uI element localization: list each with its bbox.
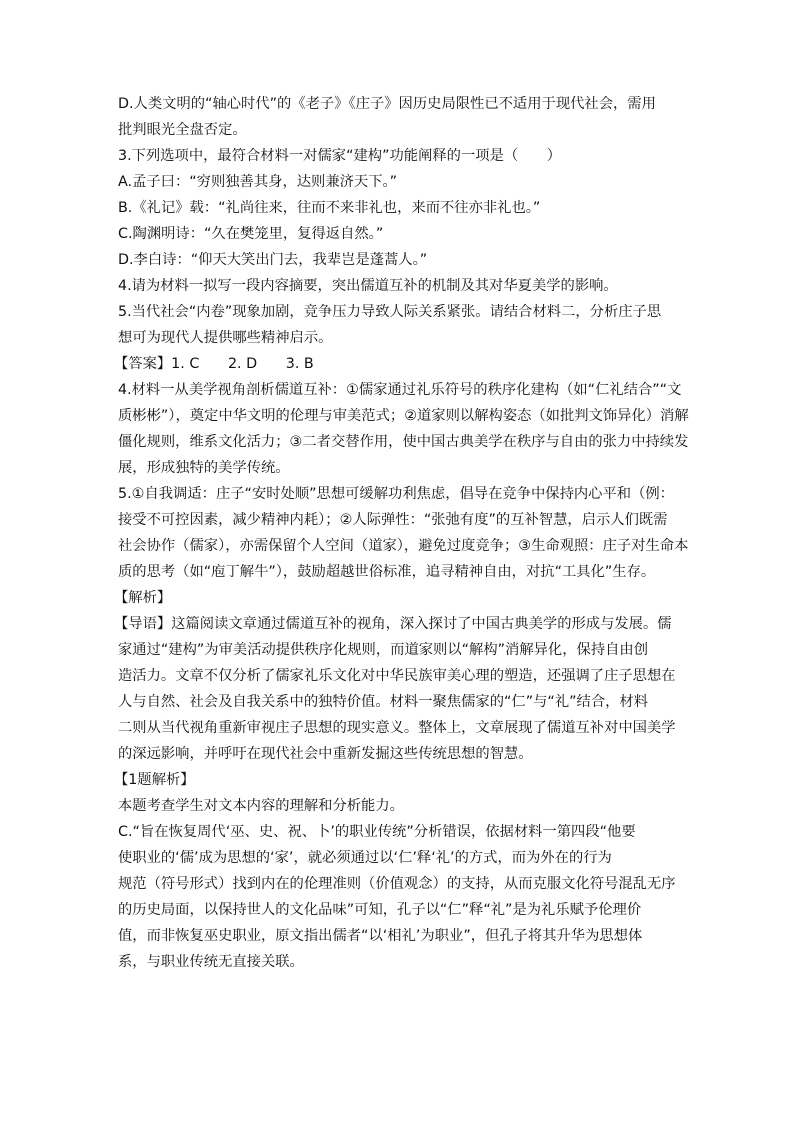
option-d-text-line-2: 批判眼光全盘否定。	[118, 122, 247, 138]
q1-analysis-line-2: 使职业的‘儒’成为思想的‘家’，就必须通过以‘仁’释‘礼’的方式，而为外在的行为	[118, 850, 612, 866]
q1-analysis-heading: 【1题解析】	[114, 772, 195, 788]
intro-line-2: 家通过“建构”为审美活动提供秩序化规则，而道家则以“解构”消解异化，保持自由创	[118, 642, 649, 658]
document-page	[114, 91, 689, 975]
intro-line-1: 【导语】这篇阅读文章通过儒道互补的视角，深入探讨了中国古典美学的形成与发展。儒	[114, 616, 672, 632]
answer-4-line-2: 质彬彬”），奠定中华文明的伦理与审美范式；②道家则以解构姿态（如批判文饰异化）消解	[118, 408, 689, 424]
intro-line-5: 二则从当代视角重新审视庄子思想的现实意义。整体上，文章展现了儒道互补对中国美学	[118, 720, 676, 736]
question-3-option-c: C.陶渊明诗：“久在樊笼里，复得返自然。”	[118, 226, 384, 242]
question-5-stem-line-1: 5.当代社会“内卷”现象加剧，竞争压力导致人际关系紧张。请结合材料二，分析庄子思	[118, 304, 662, 320]
answer-5-line-2: 接受不可控因素，减少精神内耗）；②人际弹性：“张弛有度”的互补智慧，启示人们既需	[118, 512, 668, 528]
q1-analysis-summary: 本题考查学生对文本内容的理解和分析能力。	[118, 798, 404, 814]
answer-5-line-1: 5.①自我调适：庄子“安时处顺”思想可缓解功利焦虑，倡导在竞争中保持内心平和（例：	[118, 486, 674, 502]
question-3-option-a: A.孟子曰：“穷则独善其身，达则兼济天下。”	[118, 174, 398, 190]
answer-4-line-3: 僵化规则，维系文化活力；③二者交替作用，使中国古典美学在秩序与自由的张力中持续发	[118, 434, 689, 450]
answer-heading: 【答案】1. C 2. D 3. B	[114, 356, 314, 372]
answer-5-line-4: 质的思考（如“庖丁解牛”），鼓励超越世俗标准，追寻精神自由，对抗“工具化”生存。	[118, 564, 656, 580]
q1-analysis-line-5: 值，而非恢复巫史职业，原文指出儒者“以‘相礼’为职业”，但孔子将其升华为思想体	[118, 928, 643, 944]
option-d-text-line-1: D.人类文明的“轴心时代”的《老子》《庄子》因历史局限性已不适用于现代社会，需用	[118, 96, 656, 112]
question-3-option-d: D.李白诗：“仰天大笑出门去，我辈岂是蓬蒿人。”	[118, 252, 428, 268]
intro-line-4: 人与自然、社会及自我关系中的独特价值。材料一聚焦儒家的“仁”与“礼”结合，材料	[118, 694, 649, 710]
answer-4-line-4: 展，形成独特的美学传统。	[118, 460, 290, 476]
analysis-heading: 【解析】	[114, 590, 172, 606]
q1-analysis-line-4: 的历史局面，以保持世人的文化品味”可知，孔子以“仁”释“礼”是为礼乐赋予伦理价	[118, 902, 642, 918]
q1-analysis-line-6: 系，与职业传统无直接关联。	[118, 954, 304, 970]
question-3-option-b: B.《礼记》载：“礼尚往来，往而不来非礼也，来而不往亦非礼也。”	[118, 200, 541, 216]
intro-line-6: 的深远影响，并呼吁在现代社会中重新发掘这些传统思想的智慧。	[118, 746, 533, 762]
intro-line-3: 造活力。文章不仅分析了儒家礼乐文化对中华民族审美心理的塑造，还强调了庄子思想在	[118, 668, 676, 684]
question-4-stem: 4.请为材料一拟写一段内容摘要，突出儒道互补的机制及其对华夏美学的影响。	[118, 278, 618, 294]
answer-4-line-1: 4.材料一从美学视角剖析儒道互补：①儒家通过礼乐符号的秩序化建构（如“仁礼结合”“文	[118, 382, 682, 398]
q1-analysis-line-3: 规范（符号形式）找到内在的伦理准则（价值观念）的支持，从而克服文化符号混乱无序	[118, 876, 676, 892]
question-3-stem: 3.下列选项中，最符合材料一对儒家“建构”功能阐释的一项是（ ）	[118, 148, 562, 164]
q1-analysis-line-1: C.“旨在恢复周代‘巫、史、祝、卜’的职业传统”分析错误，依据材料一第四段“他要	[118, 824, 636, 840]
question-5-stem-line-2: 想可为现代人提供哪些精神启示。	[118, 330, 333, 346]
answer-5-line-3: 社会协作（儒家），亦需保留个人空间（道家），避免过度竞争；③生命观照：庄子对生命本	[118, 538, 689, 554]
